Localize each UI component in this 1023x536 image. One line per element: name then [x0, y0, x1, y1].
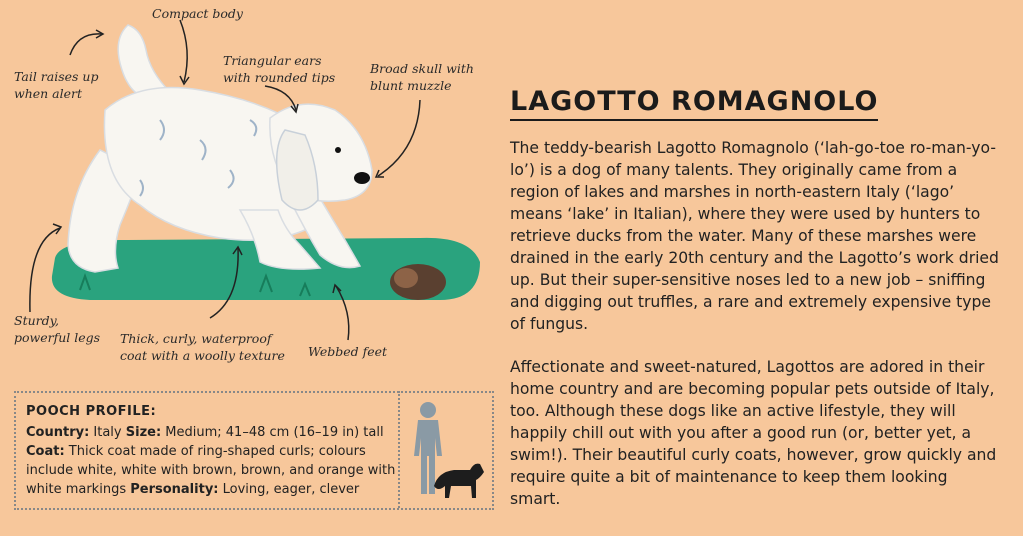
annotation-compact-body: Compact body — [152, 6, 243, 21]
personality-label: Personality: — [130, 482, 219, 497]
country-label: Country: — [26, 425, 90, 440]
annotation-skull: Broad skull with blunt muzzle — [370, 61, 474, 93]
annotation-tail: Tail raises up when alert — [14, 69, 99, 101]
annotation-coat: Thick, curly, waterproof coat with a woolly texture — [120, 331, 285, 363]
dog-silhouette-icon — [434, 464, 484, 498]
profile-divider — [398, 391, 400, 508]
paragraph-intro: The teddy-bearish Lagotto Romagnolo (‘lah-go-toe ro-man-yo-lo’) is a dog of many talents. They originally came from a region of lakes and marshes in north-eastern Italy (‘lago’ means ‘lake’ in Italian), where they were used by hunters to retrieve ducks from the water. Many of these marshes were drained in the early 20th century and the Lagotto’s work dried up. But their super-sensitive noses led to a new job – sniffing and digging out truffles, a rare and extremely expensive type of fungus. — [510, 139, 999, 333]
page-title: LAGOTTO ROMAGNOLO — [510, 86, 878, 121]
size-value: Medium; 41–48 cm (16–19 in) tall — [161, 425, 384, 440]
size-comparison — [404, 398, 488, 504]
coat-label: Coat: — [26, 444, 65, 459]
profile-details — [26, 423, 396, 499]
size-label: Size: — [125, 425, 162, 440]
paragraph-personality: Affectionate and sweet-natured, Lagottos are adored in their home country and are becoming popular pets outside of Italy, too. Although these dogs like an active lifestyle, they will happily chill out with you after a good run (or, better yet, a swim!). Their beautiful curly coats, however, grow quickly and require quite a bit of maintenance to keep them looking smart. — [510, 358, 997, 508]
annotation-ears: Triangular ears with rounded tips — [223, 53, 336, 85]
truffle-icon — [390, 264, 446, 300]
annotation-feet: Webbed feet — [308, 344, 388, 359]
profile-heading: POOCH PROFILE: — [26, 404, 157, 419]
pooch-profile-text — [26, 402, 396, 499]
personality-value: Loving, eager, clever — [218, 482, 360, 497]
country-value: Italy — [89, 425, 126, 440]
annotation-legs: Sturdy, powerful legs — [14, 313, 101, 345]
coat-value: Thick coat made of ring-shaped curls; colours include white, white with brown, brown, and orange with white markings — [26, 444, 396, 497]
